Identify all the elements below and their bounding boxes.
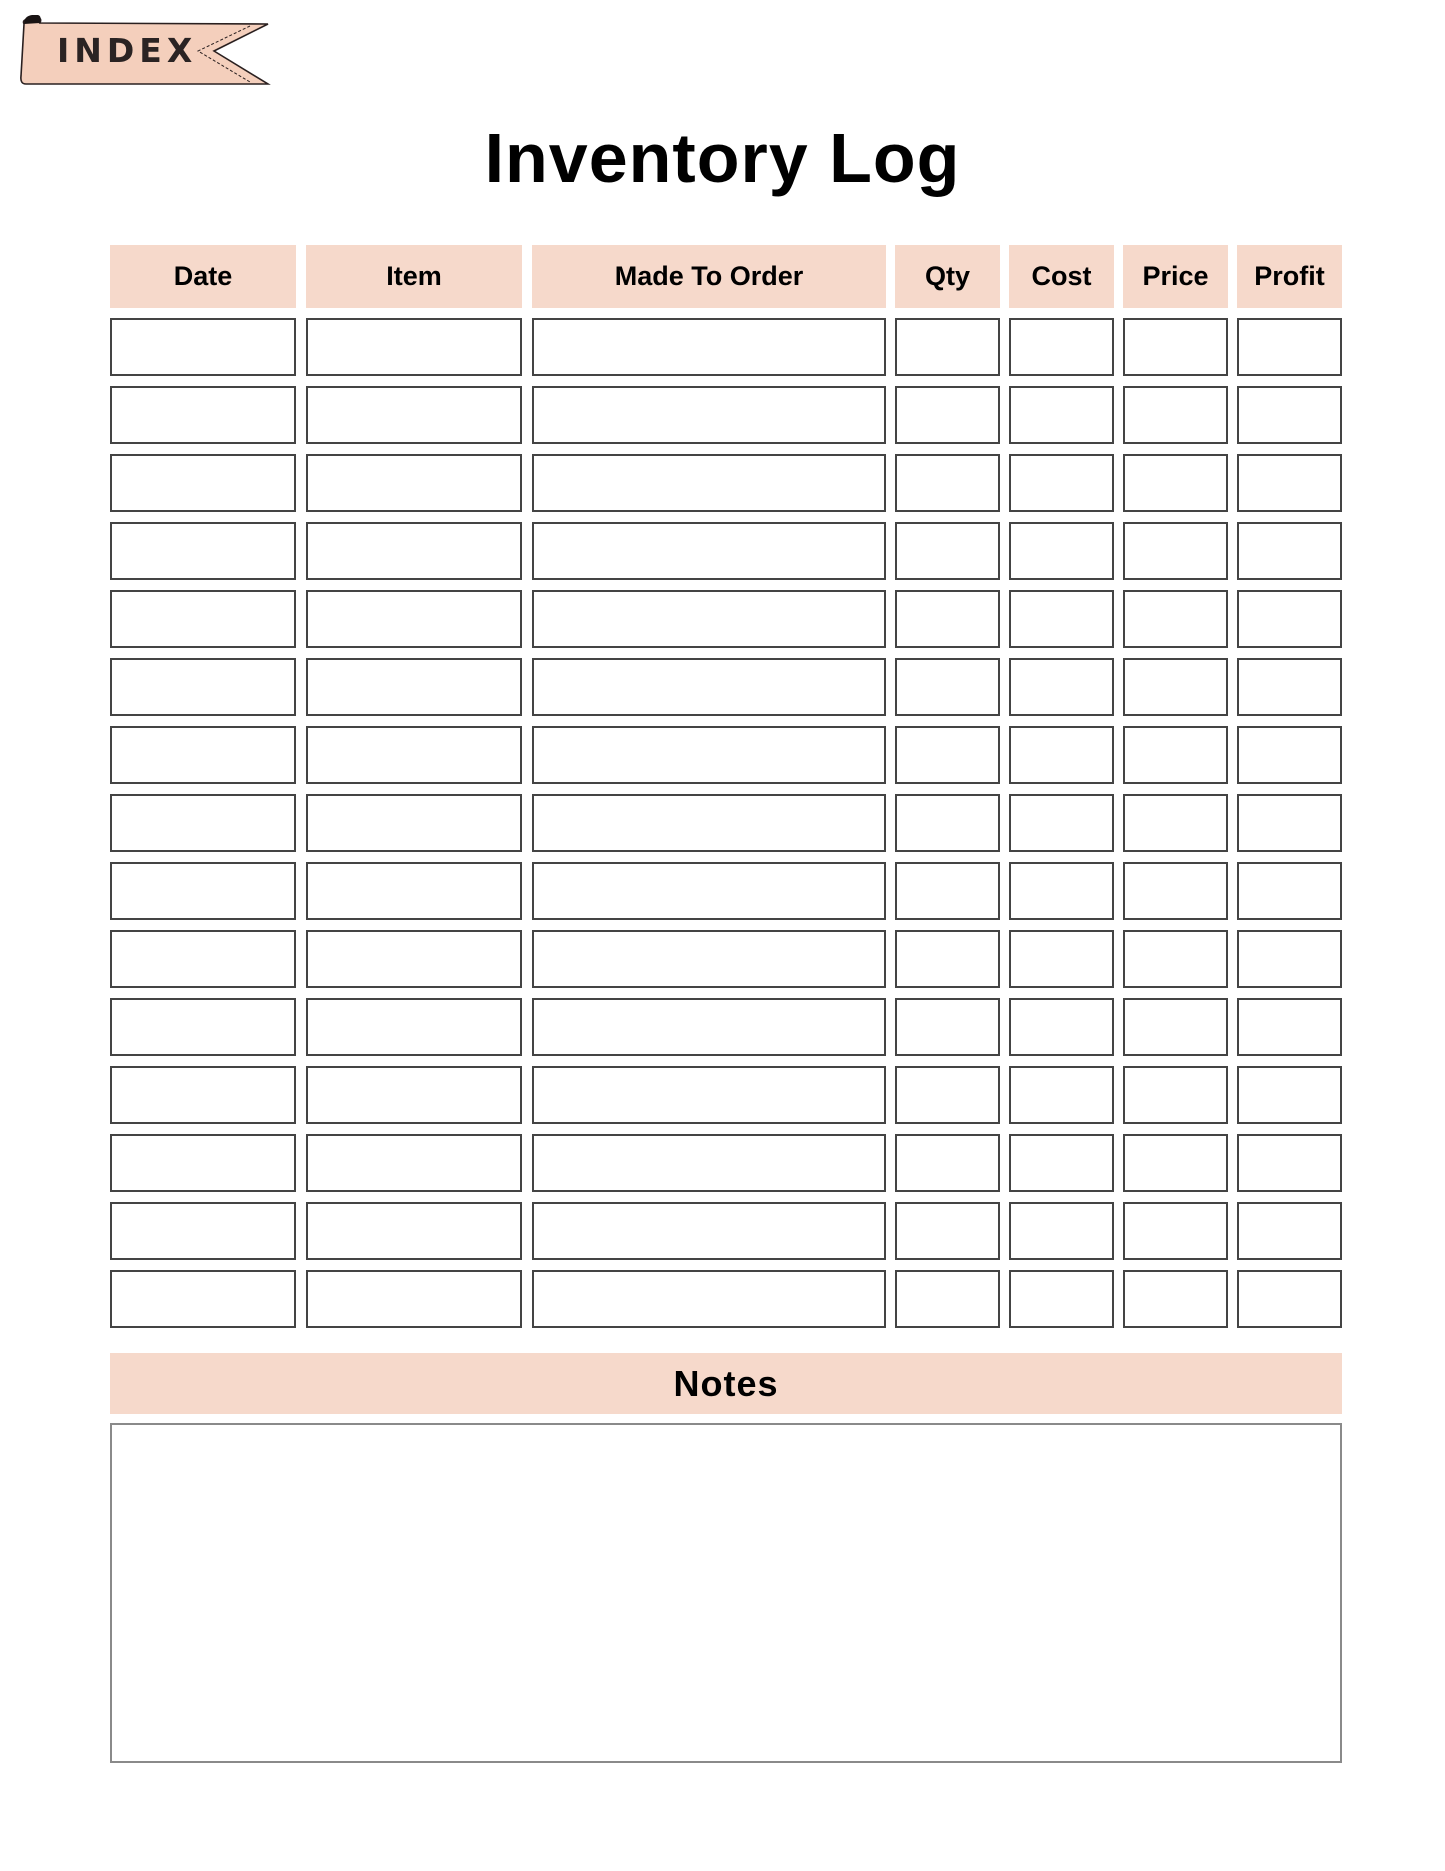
cell-qty[interactable] xyxy=(895,930,1000,988)
index-tab-label: INDEX xyxy=(57,31,198,70)
cell-price[interactable] xyxy=(1123,794,1228,852)
cell-qty[interactable] xyxy=(895,386,1000,444)
cell-price[interactable] xyxy=(1123,386,1228,444)
page-title: Inventory Log xyxy=(484,119,961,197)
cell-profit[interactable] xyxy=(1237,862,1342,920)
cell-item[interactable] xyxy=(306,1270,522,1328)
cell-cost[interactable] xyxy=(1009,1134,1114,1192)
cell-date[interactable] xyxy=(110,1134,296,1192)
column-header-profit: Profit xyxy=(1237,245,1342,308)
cell-cost[interactable] xyxy=(1009,726,1114,784)
cell-cost[interactable] xyxy=(1009,318,1114,376)
column-header-price: Price xyxy=(1123,245,1228,308)
cell-item[interactable] xyxy=(306,930,522,988)
cell-item[interactable] xyxy=(306,658,522,716)
cell-made-to-order[interactable] xyxy=(532,1270,886,1328)
cell-cost[interactable] xyxy=(1009,1066,1114,1124)
cell-date[interactable] xyxy=(110,794,296,852)
cell-profit[interactable] xyxy=(1237,590,1342,648)
cell-made-to-order[interactable] xyxy=(532,1202,886,1260)
cell-price[interactable] xyxy=(1123,318,1228,376)
cell-made-to-order[interactable] xyxy=(532,1066,886,1124)
cell-item[interactable] xyxy=(306,1202,522,1260)
cell-profit[interactable] xyxy=(1237,522,1342,580)
cell-profit[interactable] xyxy=(1237,794,1342,852)
cell-profit[interactable] xyxy=(1237,454,1342,512)
cell-price[interactable] xyxy=(1123,862,1228,920)
cell-item[interactable] xyxy=(306,862,522,920)
cell-qty[interactable] xyxy=(895,454,1000,512)
cell-cost[interactable] xyxy=(1009,998,1114,1056)
cell-cost[interactable] xyxy=(1009,1202,1114,1260)
cell-qty[interactable] xyxy=(895,1270,1000,1328)
cell-profit[interactable] xyxy=(1237,386,1342,444)
cell-qty[interactable] xyxy=(895,1202,1000,1260)
cell-qty[interactable] xyxy=(895,998,1000,1056)
cell-cost[interactable] xyxy=(1009,794,1114,852)
cell-date[interactable] xyxy=(110,998,296,1056)
cell-profit[interactable] xyxy=(1237,1270,1342,1328)
notes-field[interactable] xyxy=(110,1423,1342,1763)
column-header-date: Date xyxy=(110,245,296,308)
cell-qty[interactable] xyxy=(895,794,1000,852)
cell-made-to-order[interactable] xyxy=(532,318,886,376)
column-header-made-to-order: Made To Order xyxy=(532,245,886,308)
cell-made-to-order[interactable] xyxy=(532,590,886,648)
cell-made-to-order[interactable] xyxy=(532,794,886,852)
cell-qty[interactable] xyxy=(895,658,1000,716)
cell-cost[interactable] xyxy=(1009,1270,1114,1328)
cell-qty[interactable] xyxy=(895,318,1000,376)
cell-profit[interactable] xyxy=(1237,726,1342,784)
cell-cost[interactable] xyxy=(1009,386,1114,444)
cell-profit[interactable] xyxy=(1237,658,1342,716)
cell-item[interactable] xyxy=(306,794,522,852)
cell-price[interactable] xyxy=(1123,658,1228,716)
cell-made-to-order[interactable] xyxy=(532,726,886,784)
cell-made-to-order[interactable] xyxy=(532,862,886,920)
cell-price[interactable] xyxy=(1123,1134,1228,1192)
cell-date[interactable] xyxy=(110,1270,296,1328)
column-header-cost: Cost xyxy=(1009,245,1114,308)
cell-price[interactable] xyxy=(1123,1066,1228,1124)
cell-price[interactable] xyxy=(1123,726,1228,784)
cell-qty[interactable] xyxy=(895,522,1000,580)
cell-made-to-order[interactable] xyxy=(532,998,886,1056)
cell-price[interactable] xyxy=(1123,522,1228,580)
cell-profit[interactable] xyxy=(1237,318,1342,376)
cell-item[interactable] xyxy=(306,454,522,512)
cell-qty[interactable] xyxy=(895,862,1000,920)
cell-profit[interactable] xyxy=(1237,1066,1342,1124)
cell-item[interactable] xyxy=(306,726,522,784)
cell-item[interactable] xyxy=(306,522,522,580)
cell-price[interactable] xyxy=(1123,998,1228,1056)
cell-item[interactable] xyxy=(306,998,522,1056)
cell-made-to-order[interactable] xyxy=(532,1134,886,1192)
cell-cost[interactable] xyxy=(1009,658,1114,716)
cell-made-to-order[interactable] xyxy=(532,454,886,512)
cell-item[interactable] xyxy=(306,318,522,376)
cell-date[interactable] xyxy=(110,1066,296,1124)
cell-qty[interactable] xyxy=(895,590,1000,648)
cell-date[interactable] xyxy=(110,522,296,580)
cell-price[interactable] xyxy=(1123,930,1228,988)
cell-made-to-order[interactable] xyxy=(532,930,886,988)
cell-made-to-order[interactable] xyxy=(532,658,886,716)
cell-price[interactable] xyxy=(1123,1202,1228,1260)
cell-date[interactable] xyxy=(110,318,296,376)
cell-qty[interactable] xyxy=(895,1066,1000,1124)
cell-profit[interactable] xyxy=(1237,930,1342,988)
cell-qty[interactable] xyxy=(895,726,1000,784)
cell-date[interactable] xyxy=(110,386,296,444)
cell-qty[interactable] xyxy=(895,1134,1000,1192)
cell-price[interactable] xyxy=(1123,1270,1228,1328)
cell-date[interactable] xyxy=(110,726,296,784)
cell-profit[interactable] xyxy=(1237,998,1342,1056)
cell-date[interactable] xyxy=(110,658,296,716)
cell-cost[interactable] xyxy=(1009,590,1114,648)
cell-profit[interactable] xyxy=(1237,1202,1342,1260)
cell-item[interactable] xyxy=(306,386,522,444)
cell-item[interactable] xyxy=(306,590,522,648)
cell-price[interactable] xyxy=(1123,590,1228,648)
column-header-item: Item xyxy=(306,245,522,308)
cell-date[interactable] xyxy=(110,930,296,988)
cell-date[interactable] xyxy=(110,454,296,512)
cell-date[interactable] xyxy=(110,590,296,648)
cell-price[interactable] xyxy=(1123,454,1228,512)
cell-made-to-order[interactable] xyxy=(532,522,886,580)
cell-date[interactable] xyxy=(110,862,296,920)
cell-cost[interactable] xyxy=(1009,862,1114,920)
cell-cost[interactable] xyxy=(1009,930,1114,988)
cell-date[interactable] xyxy=(110,1202,296,1260)
index-tab-link[interactable] xyxy=(18,14,274,88)
cell-made-to-order[interactable] xyxy=(532,386,886,444)
cell-item[interactable] xyxy=(306,1134,522,1192)
cell-item[interactable] xyxy=(306,1066,522,1124)
cell-profit[interactable] xyxy=(1237,1134,1342,1192)
cell-cost[interactable] xyxy=(1009,522,1114,580)
notes-header: Notes xyxy=(110,1353,1342,1414)
cell-cost[interactable] xyxy=(1009,454,1114,512)
column-header-qty: Qty xyxy=(895,245,1000,308)
